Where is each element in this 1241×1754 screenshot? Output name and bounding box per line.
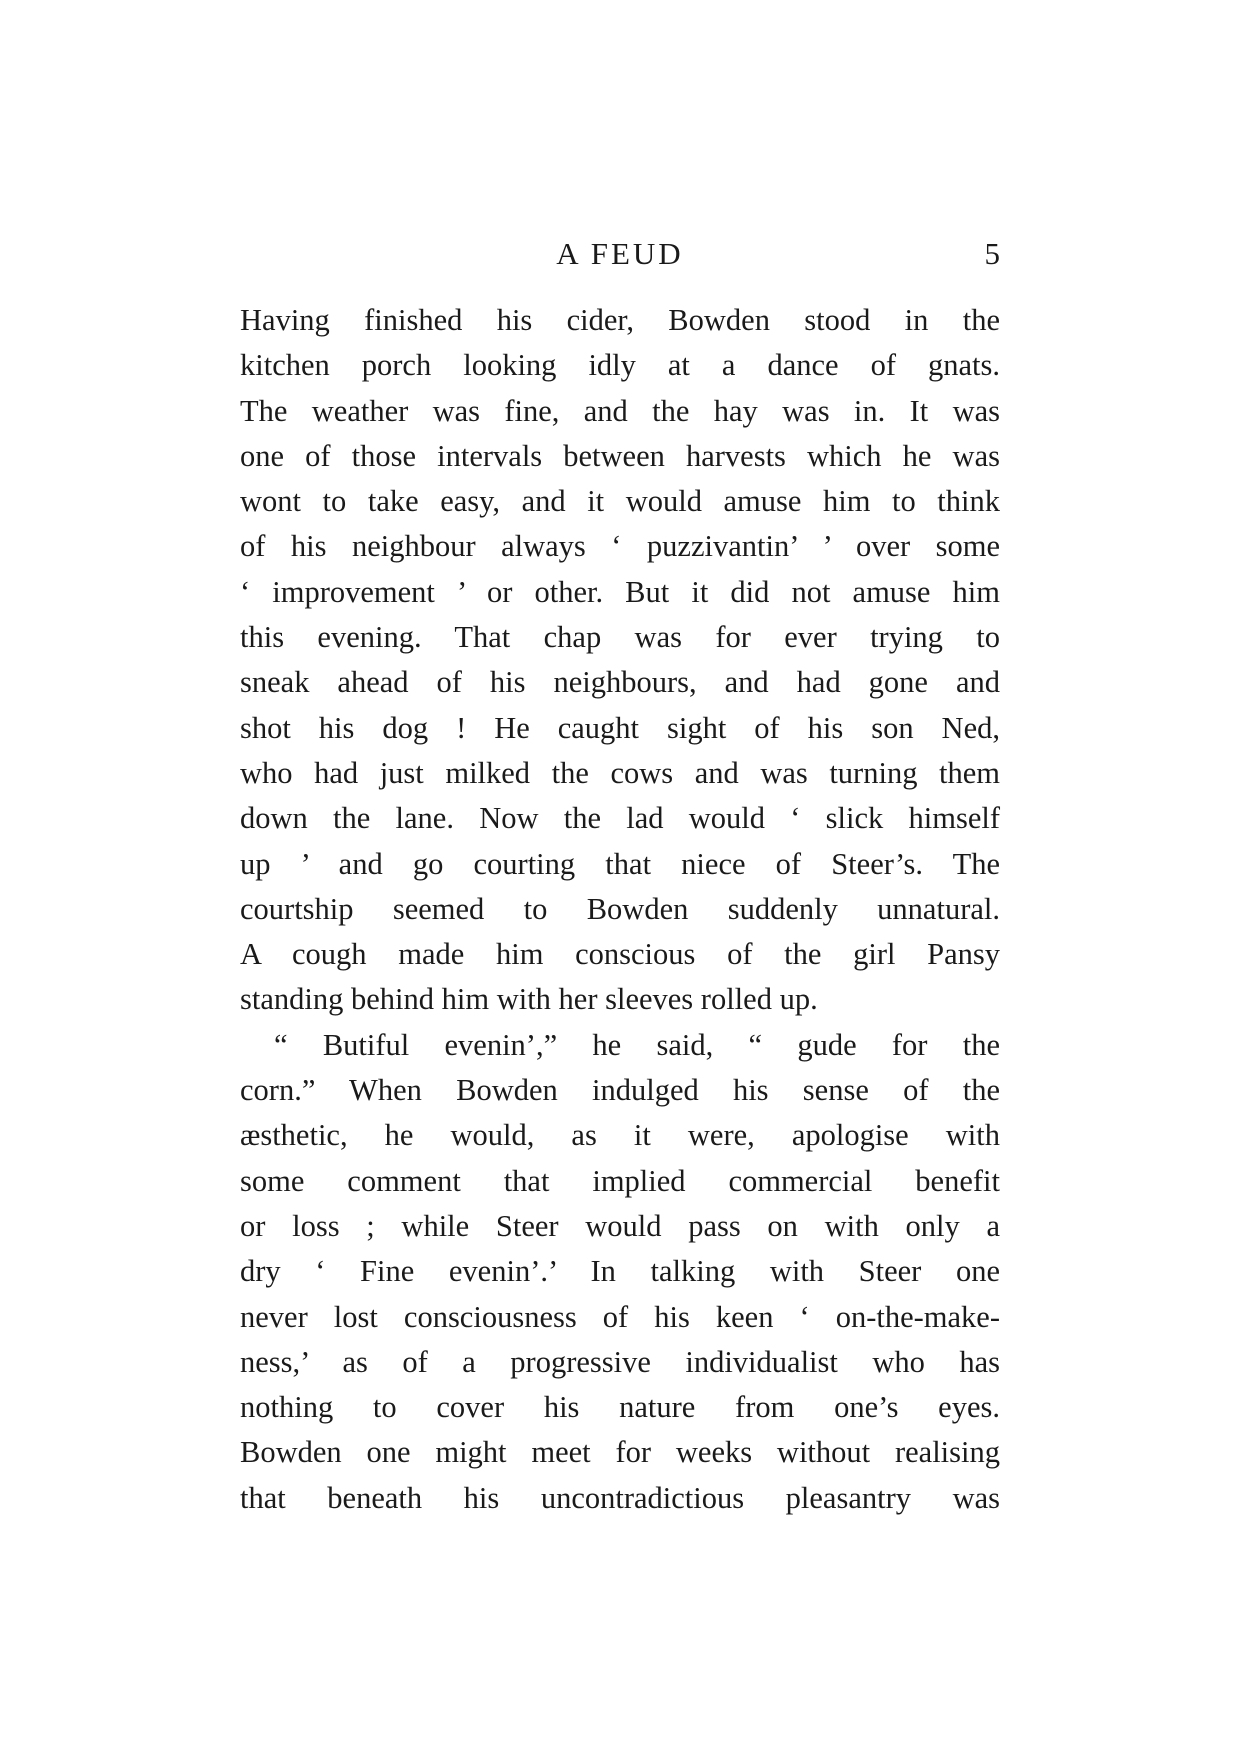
text-line: standing behind him with her sleeves rolled up. bbox=[240, 982, 818, 1017]
text-line: “ Butiful evenin’,” he said, “ gude for the bbox=[274, 1027, 1000, 1062]
text-line: ‘ improvement ’ or other. But it did not amuse him bbox=[240, 574, 1000, 609]
text-line: that beneath his uncontradictious pleasantry was bbox=[240, 1480, 1000, 1515]
text-line: ness,’ as of a progressive individualist who has bbox=[240, 1344, 1000, 1379]
text-line: one of those intervals between harvests which he was bbox=[240, 438, 1000, 473]
text-line: shot his dog ! He caught sight of his son Ned, bbox=[240, 710, 1000, 745]
running-header bbox=[240, 232, 1000, 276]
paragraph-1 bbox=[240, 298, 1000, 1023]
text-line: kitchen porch looking idly at a dance of gnats. bbox=[240, 348, 1000, 383]
text-line: some comment that implied commercial benefit bbox=[240, 1163, 1000, 1198]
text-line: who had just milked the cows and was turning them bbox=[240, 755, 1000, 790]
text-line: æsthetic, he would, as it were, apologise with bbox=[240, 1118, 1000, 1153]
text-line: Having finished his cider, Bowden stood in the bbox=[240, 303, 1000, 337]
text-line: never lost consciousness of his keen ‘ on-the-make- bbox=[240, 1299, 1000, 1334]
text-line: wont to take easy, and it would amuse him to think bbox=[240, 484, 1000, 519]
body-text bbox=[240, 298, 1000, 1521]
text-line: A cough made him conscious of the girl Pansy bbox=[240, 937, 1000, 972]
text-line: sneak ahead of his neighbours, and had gone and bbox=[240, 665, 1000, 700]
text-line: Bowden one might meet for weeks without realising bbox=[240, 1435, 1000, 1470]
running-title: A FEUD bbox=[556, 236, 684, 271]
text-line: dry ‘ Fine evenin’.’ In talking with Steer one bbox=[240, 1254, 1000, 1289]
text-line: up ’ and go courting that niece of Steer’s. The bbox=[240, 846, 1000, 881]
text-line: or loss ; while Steer would pass on with only a bbox=[240, 1208, 1000, 1243]
text-line: The weather was fine, and the hay was in. It was bbox=[240, 393, 1000, 428]
text-line: corn.” When Bowden indulged his sense of the bbox=[240, 1073, 1000, 1108]
text-line: of his neighbour always ‘ puzzivantin’ ’ over some bbox=[240, 529, 1000, 564]
page-number: 5 bbox=[984, 236, 1000, 271]
text-line: nothing to cover his nature from one’s eyes. bbox=[240, 1390, 1000, 1425]
paragraph-2 bbox=[240, 1023, 1000, 1521]
text-line: this evening. That chap was for ever trying to bbox=[240, 620, 1000, 655]
text-line: down the lane. Now the lad would ‘ slick himself bbox=[240, 801, 1000, 836]
text-line: courtship seemed to Bowden suddenly unnatural. bbox=[240, 891, 1000, 926]
